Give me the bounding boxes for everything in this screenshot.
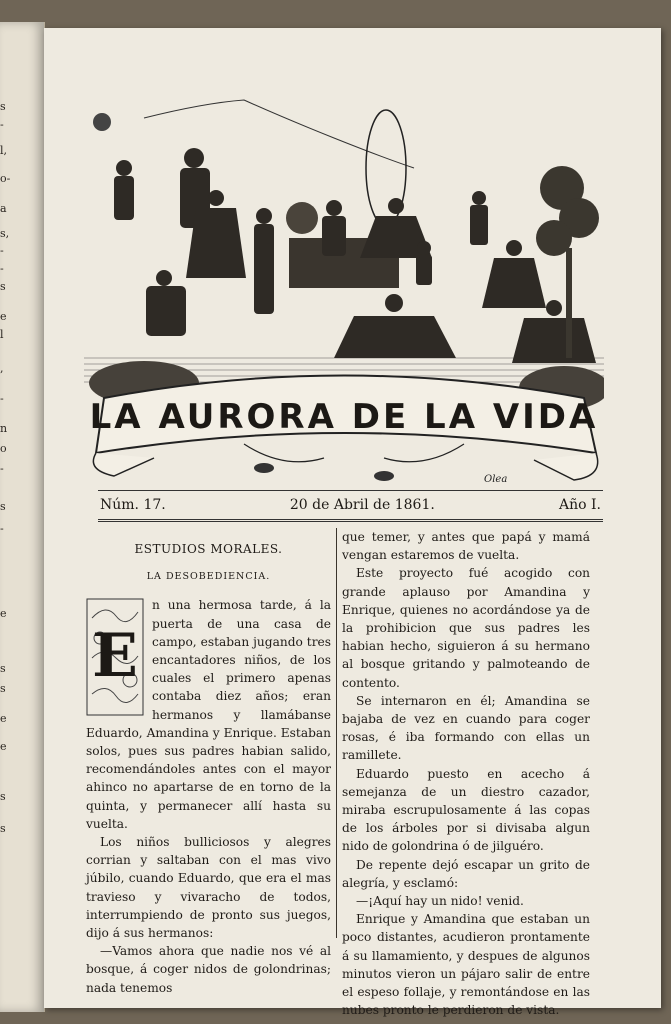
ornament-left (254, 463, 274, 473)
prev-page-fragment: s (0, 100, 6, 113)
dropcap-initial (86, 598, 144, 716)
prev-page-fragment: - (0, 244, 4, 257)
prev-page-fragment: s (0, 682, 6, 695)
issue-meta-bar (98, 490, 603, 522)
prev-page-fragment: o- (0, 172, 11, 185)
paragraph: n una hermosa tarde, á la puerta de una casa de campo, estaban jugando tres encantadores niños, de los cuales el primero apenas contaba diez años; eran hermanos y llamábanse Eduardo, Amandina y Enrique. Estaban solos, pues sus padres habian salido, recomendándoles antes con el mayor ahinco no apartarse de en torno de la quinta, y permanecer allí hasta su vuelta. (86, 598, 331, 831)
prev-page-fragment: - (0, 462, 4, 475)
paragraph: —¡Aquí hay un nido! venid. (356, 894, 524, 909)
issue-year: Año I. (558, 497, 601, 513)
issue-number: Núm. 17. (100, 497, 166, 513)
masthead-title: LA AURORA DE LA VIDA (89, 397, 599, 437)
prev-page-fragment: - (0, 392, 4, 405)
prev-page-fragment: e (0, 607, 7, 620)
prev-page-fragment: s (0, 662, 6, 675)
column-left (86, 528, 331, 997)
prev-page-fragment: - (0, 118, 4, 131)
ribbon-tail-left (93, 453, 154, 476)
prev-page-fragment: s, (0, 227, 10, 240)
prev-page-fragment: s (0, 280, 6, 293)
prev-page-fragment: l, (0, 144, 8, 157)
prev-page-fragment: , (0, 362, 4, 375)
prev-page-fragment: s (0, 500, 6, 513)
prev-page-fragment: e (0, 310, 7, 323)
prev-page-fragment: - (0, 522, 4, 535)
dropcap-letter: E (92, 621, 138, 692)
newspaper-page (44, 28, 661, 1018)
children-figures (114, 148, 596, 363)
engraver-signature: Olea (484, 474, 508, 485)
ornament-right (374, 471, 394, 481)
prev-page-fragment: s (0, 822, 6, 835)
paragraph: —Vamos ahora que nadie nos vé al bosque, á coger nidos de golondrinas; nada tenemos (86, 944, 331, 995)
article-title: LA DESOBEDIENCIA. (146, 571, 271, 583)
prev-page-fragment: l (0, 328, 4, 341)
column-divider (336, 528, 337, 938)
prev-page-fragment: - (0, 262, 4, 275)
prev-page-fragment: e (0, 740, 7, 753)
issue-date: 20 de Abril de 1861. (289, 497, 435, 513)
paragraph: Se internaron en él; Amandina se bajaba de vez en cuando para coger rosas, é iba formando con ellas un ramillete. (342, 693, 590, 763)
paragraph: Eduardo puesto en acecho á semejanza de un diestro cazador, miraba escrupulosamente á las copas de los árboles por si divisaba algun nido de golondrina ó de jilguéro. (342, 766, 590, 854)
ribbon-lower-curls (244, 444, 464, 462)
paragraph: Los niños bulliciosos y alegres corrian y saltaban con el mas vivo júbilo, cuando Eduardo, que era el mas travieso y vivaracho de todos, interrumpiendo de pronto sus juegos, dijo á sus hermanos: (86, 835, 331, 941)
prev-page-fragment: n (0, 422, 8, 435)
prev-page-fragment: o (0, 442, 7, 455)
paragraph: Enrique y Amandina que estaban un poco distantes, acudieron prontamente á su llamamiento, y despues de algunos minutos vieron un pájaro salir de entre el espeso follaje, y remontándose en las nubes pronto le perdieron de vista. (342, 912, 590, 1018)
paragraph: Este proyecto fué acogido con grande aplauso por Amandina y Enrique, quienes no acordándose ya de la prohibicion que sus padres les habian hecho, siguieron á su hermano al bosque gritando y palmoteando de contento. (342, 566, 590, 690)
prev-page-fragment: e (0, 712, 7, 725)
paragraph: que temer, y antes que papá y mamá vengan estaremos de vuelta. (342, 530, 590, 563)
column-right (342, 528, 590, 1019)
ball-icon (93, 113, 111, 131)
previous-page-edge (0, 22, 45, 1012)
prev-page-fragment: s (0, 790, 6, 803)
masthead-engraving (84, 98, 604, 498)
paragraph: De repente dejó escapar un grito de alegría, y esclamó: (342, 857, 590, 890)
prev-page-fragment: a (0, 202, 7, 215)
ribbon-tail-right (534, 453, 598, 480)
section-title: ESTUDIOS MORALES. (134, 542, 283, 556)
